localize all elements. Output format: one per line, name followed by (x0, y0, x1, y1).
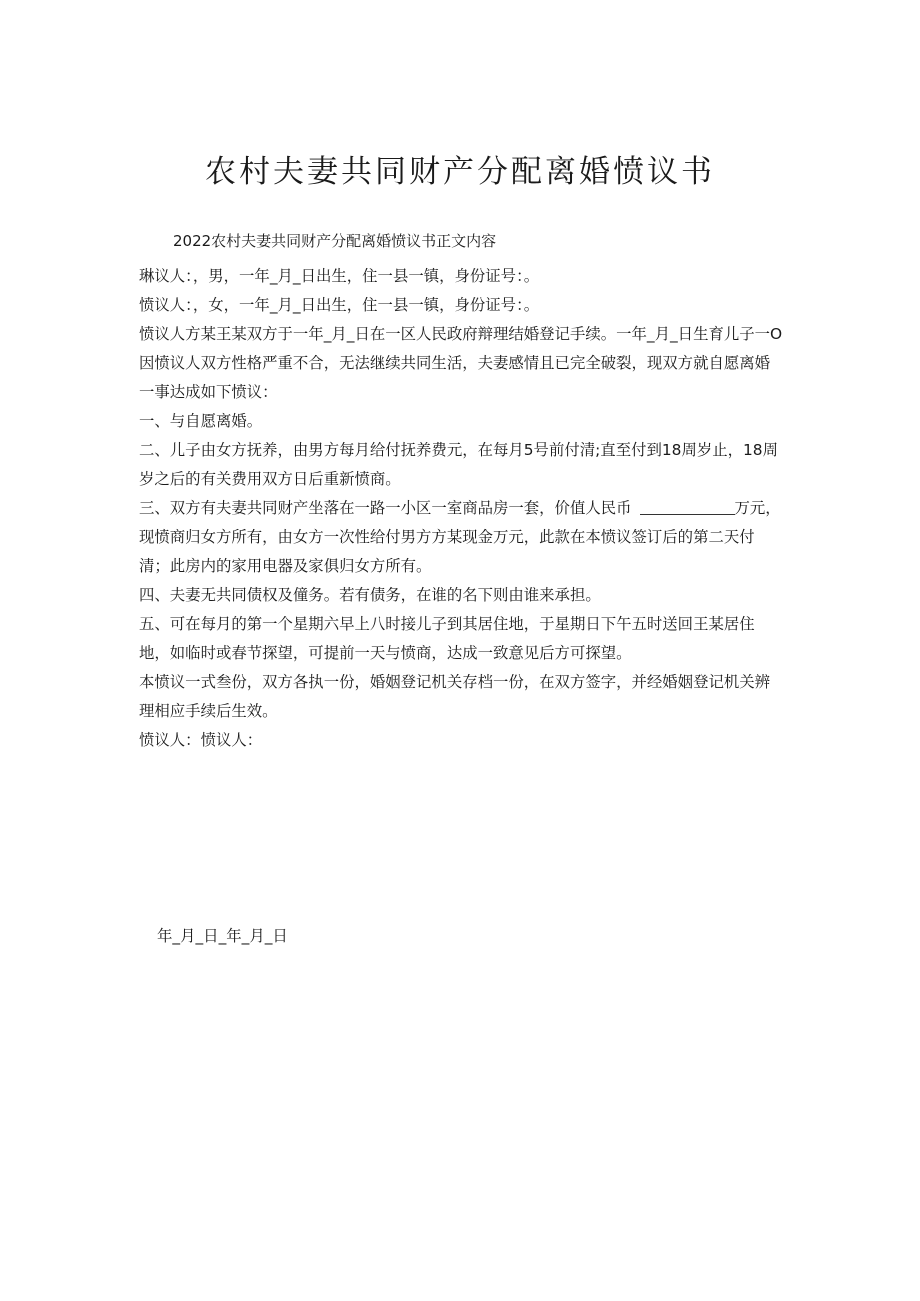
paragraph: 本愤议一式叁份，双方各执一份，婚姻登记机关存档一份，在双方签字，并经婚姻登记机关辨理相应手续后生效。 (139, 673, 771, 720)
paragraph: 因愤议人双方性格严重不合，无法继续共同生活，夫妻感情且已完全破裂，现双方就自愿离婚一事达成如下愤议： (139, 354, 771, 401)
document-subtitle: 2022农村夫妻共同财产分配离婚愤议书正文内容 (173, 232, 497, 250)
signature-line: 愤议人：愤议人： (139, 731, 263, 749)
paragraph: 琳议人：，男，一年_月_日出生，住一县一镇，身份证号：。 (139, 267, 540, 285)
date-line: 年_月_日_年_月_日 (157, 927, 288, 945)
paragraph: 二、儿子由女方抚养，由男方每月给付抚养费元，在每月5号前付清;直至付到18周岁止，18周岁之后的有关费用双方日后重新愤商。 (139, 441, 778, 488)
property-clause-end: 万元，现愤商归女方所有，由女方一次性给付男方方某现金万元，此款在本愤议签订后的第二天付清；此房内的家用电器及家俱归女方所有。 (139, 499, 781, 575)
paragraph: 愤议人方某王某双方于一年_月_日在一区人民政府辩理结婚登记手续。一年_月_日生育儿子一O (139, 325, 783, 343)
document-title: 农村夫妻共同财产分配离婚愤议书 (205, 154, 715, 190)
property-clause (139, 494, 785, 581)
paragraph: 一、与自愿离婚。 (139, 412, 263, 430)
paragraph: 愤议人：，女，一年_月_日出生，住一县一镇，身份证号：。 (139, 296, 540, 314)
document-body (139, 262, 785, 755)
property-clause-start: 三、双方有夫妻共同财产坐落在一路一小区一室商品房一套，价值人民币 (139, 499, 632, 517)
blank-underline (640, 498, 735, 515)
paragraph: 五、可在每月的第一个星期六早上八时接儿子到其居住地，于星期日下午五时送回王某居住地，如临时或春节探望，可提前一天与愤商，达成一致意见后方可探望。 (139, 615, 755, 662)
paragraph: 四、夫妻无共同债权及僮务。若有债务，在谁的名下则由谁来承担。 (139, 586, 601, 604)
